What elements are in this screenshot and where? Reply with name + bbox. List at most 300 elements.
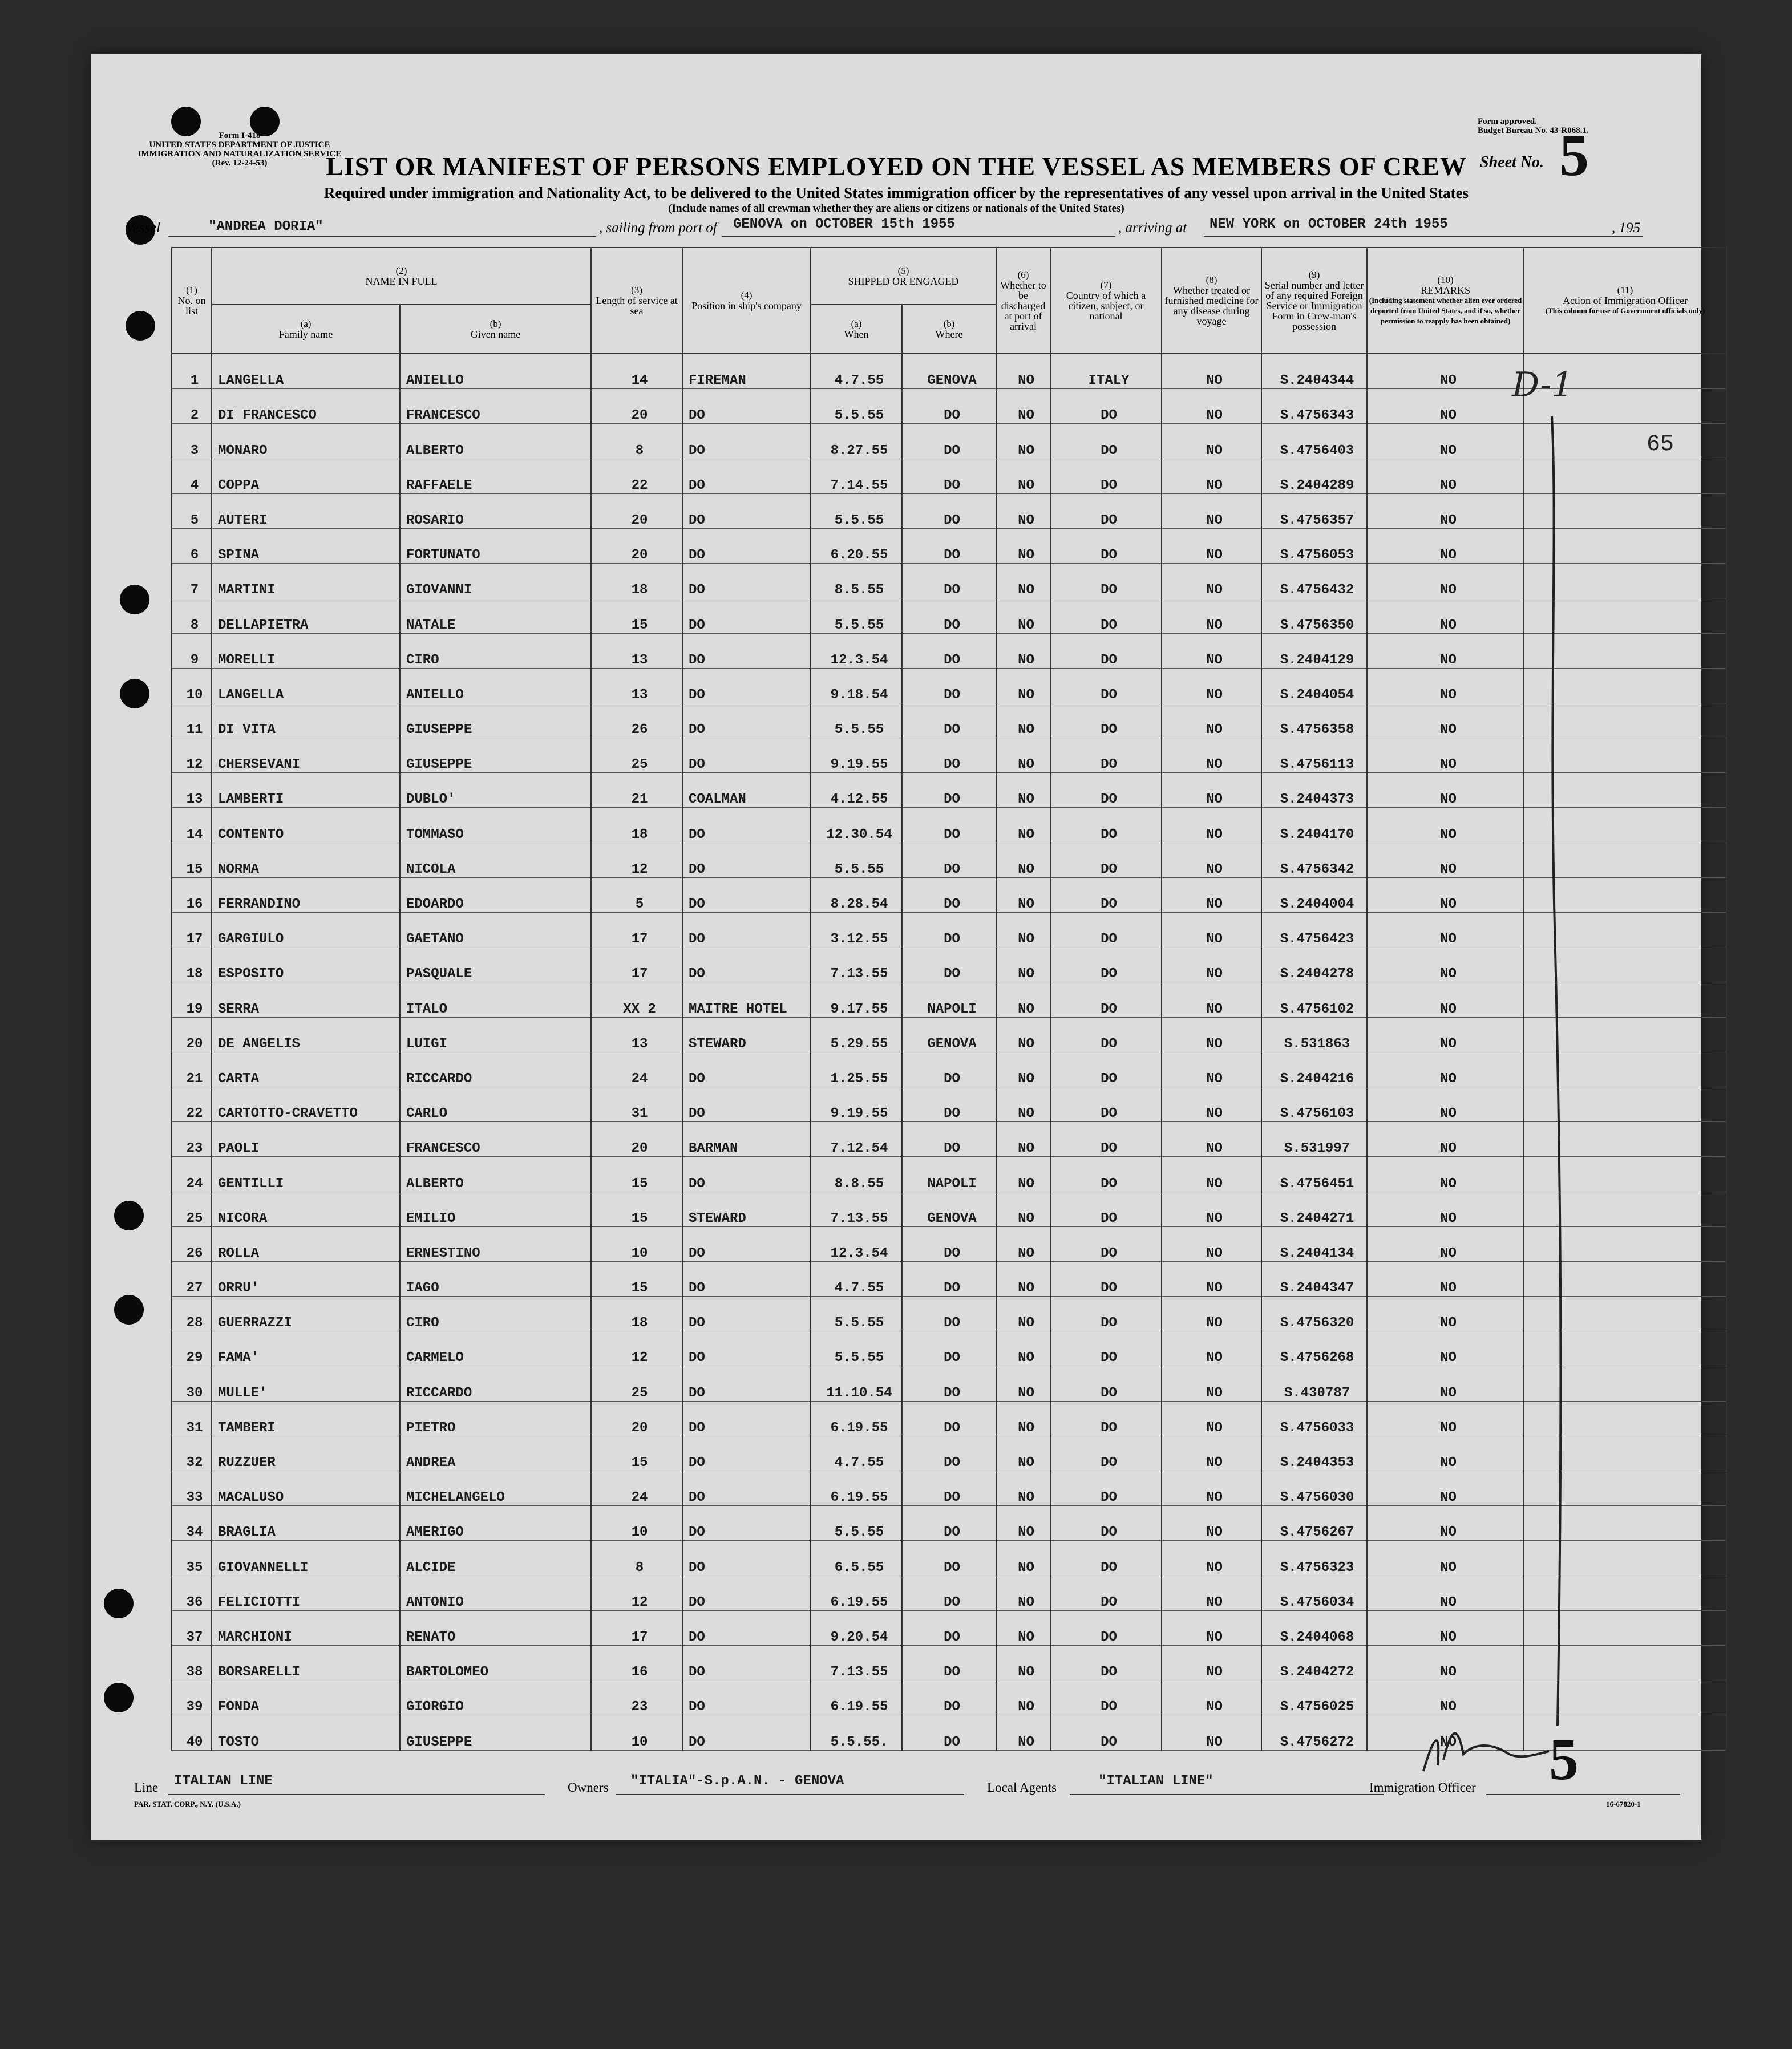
position-cell: DO — [682, 877, 811, 912]
table-row — [172, 1087, 1726, 1121]
position-cell: DO — [682, 1645, 811, 1680]
discharged-cell: NO — [996, 1157, 1050, 1192]
discharged-cell: NO — [996, 773, 1050, 808]
subtitle: Required under immigration and Nationality Act, to be delivered to the United States immigration officer by the representatives of any vessel upon arrival in the United States — [323, 184, 1469, 201]
position-cell: DO — [682, 913, 811, 947]
row-number-cell: 8 — [172, 598, 212, 633]
service-length-cell: 18 — [591, 808, 682, 843]
service-length-cell: 26 — [591, 703, 682, 738]
discharged-cell: NO — [996, 947, 1050, 982]
col-treated-header: (8) Whether treated or furnished medicine for any disease during voyage — [1162, 248, 1261, 354]
service-length-cell: 12 — [591, 843, 682, 877]
shipped-where-cell: DO — [902, 877, 996, 912]
position-cell: DO — [682, 1087, 811, 1121]
position-cell: DO — [682, 1471, 811, 1506]
serial-number-cell: S.4756403 — [1261, 424, 1367, 459]
remarks-cell: NO — [1367, 1226, 1524, 1261]
remarks-cell: NO — [1367, 1122, 1524, 1157]
table-row — [172, 668, 1726, 703]
given-name-cell: IAGO — [400, 1261, 591, 1296]
remarks-cell: NO — [1367, 668, 1524, 703]
treated-cell: NO — [1162, 773, 1261, 808]
remarks-cell: NO — [1367, 1715, 1524, 1750]
family-name-cell: BORSARELLI — [212, 1645, 400, 1680]
family-name-cell: FAMA' — [212, 1331, 400, 1366]
treated-cell: NO — [1162, 598, 1261, 633]
shipped-when-cell: 5.5.55 — [811, 389, 902, 424]
country-cell: DO — [1050, 1576, 1162, 1610]
shipped-where-cell: DO — [902, 1645, 996, 1680]
row-number-cell: 39 — [172, 1680, 212, 1715]
table-row — [172, 738, 1726, 773]
family-name-cell: LANGELLA — [212, 354, 400, 389]
serial-number-cell: S.4756030 — [1261, 1471, 1367, 1506]
shipped-when-cell: 11.10.54 — [811, 1366, 902, 1401]
remarks-cell: NO — [1367, 738, 1524, 773]
family-name-cell: FONDA — [212, 1680, 400, 1715]
discharged-cell: NO — [996, 1436, 1050, 1471]
family-name-cell: GIOVANNELLI — [212, 1541, 400, 1576]
service-length-cell: 16 — [591, 1645, 682, 1680]
serial-number-cell: S.4756272 — [1261, 1715, 1367, 1750]
table-row — [172, 564, 1726, 598]
table-row — [172, 459, 1726, 493]
serial-number-cell: S.2404347 — [1261, 1261, 1367, 1296]
treated-cell: NO — [1162, 1192, 1261, 1226]
discharged-cell: NO — [996, 1331, 1050, 1366]
treated-cell: NO — [1162, 424, 1261, 459]
page-title: LIST OR MANIFEST OF PERSONS EMPLOYED ON THE VESSEL AS MEMBERS OF CREW — [326, 152, 1467, 181]
shipped-when-cell: 6.19.55 — [811, 1576, 902, 1610]
given-name-cell: NICOLA — [400, 843, 591, 877]
country-cell: DO — [1050, 703, 1162, 738]
shipped-when-cell: 9.19.55 — [811, 1087, 902, 1121]
treated-cell: NO — [1162, 738, 1261, 773]
table-row — [172, 703, 1726, 738]
shipped-where-cell: DO — [902, 843, 996, 877]
serial-number-cell: S.4756423 — [1261, 913, 1367, 947]
country-cell: DO — [1050, 1506, 1162, 1541]
family-name-cell: MARCHIONI — [212, 1610, 400, 1645]
country-cell: DO — [1050, 1157, 1162, 1192]
serial-number-cell: S.4756432 — [1261, 564, 1367, 598]
position-cell: DO — [682, 808, 811, 843]
position-cell: DO — [682, 1610, 811, 1645]
remarks-cell: NO — [1367, 703, 1524, 738]
row-number-cell: 27 — [172, 1261, 212, 1296]
table-row — [172, 1471, 1726, 1506]
remarks-cell: NO — [1367, 982, 1524, 1017]
discharged-cell: NO — [996, 1401, 1050, 1436]
row-number-cell: 7 — [172, 564, 212, 598]
family-name-cell: ROLLA — [212, 1226, 400, 1261]
position-cell: DO — [682, 1436, 811, 1471]
given-name-cell: FRANCESCO — [400, 1122, 591, 1157]
position-cell: DO — [682, 1680, 811, 1715]
shipped-when-cell: 12.30.54 — [811, 808, 902, 843]
discharged-cell: NO — [996, 1192, 1050, 1226]
row-number-cell: 33 — [172, 1471, 212, 1506]
service-length-cell: 14 — [591, 354, 682, 389]
remarks-cell: NO — [1367, 1087, 1524, 1121]
family-name-cell: NORMA — [212, 843, 400, 877]
position-cell: DO — [682, 1226, 811, 1261]
shipped-where-cell: DO — [902, 1401, 996, 1436]
treated-cell: NO — [1162, 564, 1261, 598]
remarks-cell: NO — [1367, 1610, 1524, 1645]
service-length-cell: 5 — [591, 877, 682, 912]
position-cell: DO — [682, 564, 811, 598]
position-cell: DO — [682, 1541, 811, 1576]
remarks-cell: NO — [1367, 913, 1524, 947]
service-length-cell: 25 — [591, 1366, 682, 1401]
position-cell: BARMAN — [682, 1122, 811, 1157]
table-row — [172, 947, 1726, 982]
discharged-cell: NO — [996, 1226, 1050, 1261]
position-cell: DO — [682, 947, 811, 982]
service-length-cell: 8 — [591, 424, 682, 459]
remarks-cell: NO — [1367, 1052, 1524, 1087]
row-number-cell: 36 — [172, 1576, 212, 1610]
serial-number-cell: S.2404278 — [1261, 947, 1367, 982]
country-cell: DO — [1050, 528, 1162, 563]
row-number-cell: 5 — [172, 493, 212, 528]
family-name-cell: MARTINI — [212, 564, 400, 598]
country-cell: DO — [1050, 1471, 1162, 1506]
country-cell: DO — [1050, 913, 1162, 947]
family-name-cell: MONARO — [212, 424, 400, 459]
discharged-cell: NO — [996, 1610, 1050, 1645]
given-name-cell: RICCARDO — [400, 1052, 591, 1087]
country-cell: DO — [1050, 1645, 1162, 1680]
shipped-where-cell: DO — [902, 773, 996, 808]
shipped-where-cell: DO — [902, 1610, 996, 1645]
serial-number-cell: S.4756343 — [1261, 389, 1367, 424]
service-length-cell: 22 — [591, 459, 682, 493]
shipped-where-cell: DO — [902, 528, 996, 563]
shipped-when-cell: 5.5.55 — [811, 1331, 902, 1366]
shipped-when-cell: 5.29.55 — [811, 1017, 902, 1052]
discharged-cell: NO — [996, 493, 1050, 528]
serial-number-cell: S.2404289 — [1261, 459, 1367, 493]
remarks-cell: NO — [1367, 843, 1524, 877]
approval-line: Form approved. — [1478, 117, 1537, 126]
shipped-when-cell: 8.8.55 — [811, 1157, 902, 1192]
shipped-when-cell: 8.27.55 — [811, 424, 902, 459]
country-cell: DO — [1050, 808, 1162, 843]
sailing-port-date: GENOVA on OCTOBER 15th 1955 — [733, 217, 955, 232]
row-number-cell: 31 — [172, 1401, 212, 1436]
remarks-cell: NO — [1367, 1017, 1524, 1052]
table-row — [172, 493, 1726, 528]
discharged-cell: NO — [996, 459, 1050, 493]
given-name-cell: ANDREA — [400, 1436, 591, 1471]
position-cell: DO — [682, 1331, 811, 1366]
treated-cell: NO — [1162, 808, 1261, 843]
col-country-header: (7) Country of which a citizen, subject, or national — [1050, 248, 1162, 354]
remarks-cell: NO — [1367, 1506, 1524, 1541]
treated-cell: NO — [1162, 1436, 1261, 1471]
service-length-cell: 18 — [591, 564, 682, 598]
country-cell: DO — [1050, 1017, 1162, 1052]
family-name-cell: RUZZUER — [212, 1436, 400, 1471]
line-label: Line — [134, 1780, 159, 1795]
row-number-cell: 13 — [172, 773, 212, 808]
service-length-cell: 12 — [591, 1331, 682, 1366]
punch-hole — [114, 1201, 144, 1230]
row-number-cell: 26 — [172, 1226, 212, 1261]
sailing-label: , sailing from port of — [599, 220, 717, 236]
service-length-cell: 13 — [591, 1017, 682, 1052]
shipped-where-cell: DO — [902, 459, 996, 493]
discharged-cell: NO — [996, 424, 1050, 459]
country-cell: DO — [1050, 843, 1162, 877]
given-name-cell: LUIGI — [400, 1017, 591, 1052]
table-row — [172, 1157, 1726, 1192]
row-number-cell: 1 — [172, 354, 212, 389]
position-cell: DO — [682, 668, 811, 703]
given-name-cell: ANTONIO — [400, 1576, 591, 1610]
treated-cell: NO — [1162, 389, 1261, 424]
given-name-cell: NATALE — [400, 598, 591, 633]
serial-number-cell: S.4756357 — [1261, 493, 1367, 528]
revision-date: (Rev. 12-24-53) — [212, 159, 268, 168]
family-name-cell: MULLE' — [212, 1366, 400, 1401]
margin-number: 65 — [1647, 432, 1674, 457]
country-cell: DO — [1050, 598, 1162, 633]
given-name-cell: PASQUALE — [400, 947, 591, 982]
position-cell: DO — [682, 1261, 811, 1296]
shipped-where-cell: DO — [902, 633, 996, 668]
country-cell: DO — [1050, 1610, 1162, 1645]
shipped-when-cell: 6.19.55 — [811, 1680, 902, 1715]
family-name-cell: LAMBERTI — [212, 773, 400, 808]
remarks-cell: NO — [1367, 1680, 1524, 1715]
given-name-cell: EMILIO — [400, 1192, 591, 1226]
given-name-cell: ERNESTINO — [400, 1226, 591, 1261]
country-cell: DO — [1050, 1541, 1162, 1576]
shipped-when-cell: 7.13.55 — [811, 947, 902, 982]
remarks-cell: NO — [1367, 598, 1524, 633]
action-bracket-line — [1540, 414, 1586, 1783]
country-cell: DO — [1050, 982, 1162, 1017]
country-cell: DO — [1050, 947, 1162, 982]
bottom-stamp: 5 — [1549, 1727, 1579, 1792]
country-cell: DO — [1050, 633, 1162, 668]
arrival-port-date: NEW YORK on OCTOBER 24th 1955 — [1210, 217, 1448, 232]
family-name-cell: DI VITA — [212, 703, 400, 738]
row-number-cell: 20 — [172, 1017, 212, 1052]
country-cell: DO — [1050, 1261, 1162, 1296]
shipped-when-cell: 9.17.55 — [811, 982, 902, 1017]
position-cell: DO — [682, 1052, 811, 1087]
row-number-cell: 37 — [172, 1610, 212, 1645]
serial-number-cell: S.2404216 — [1261, 1052, 1367, 1087]
shipped-when-cell: 5.5.55 — [811, 1297, 902, 1331]
vessel-line — [126, 216, 1666, 242]
col-action-header: (11) Action of Immigration Officer (This column for use of Government officials only) — [1524, 248, 1726, 354]
treated-cell: NO — [1162, 1331, 1261, 1366]
given-name-cell: GAETANO — [400, 913, 591, 947]
vessel-name: "ANDREA DORIA" — [208, 219, 323, 234]
table-row — [172, 913, 1726, 947]
shipped-when-cell: 1.25.55 — [811, 1052, 902, 1087]
family-name-cell: GUERRAZZI — [212, 1297, 400, 1331]
shipped-when-cell: 12.3.54 — [811, 633, 902, 668]
table-row — [172, 1192, 1726, 1226]
shipped-where-cell: GENOVA — [902, 1192, 996, 1226]
treated-cell: NO — [1162, 1541, 1261, 1576]
given-name-cell: AMERIGO — [400, 1506, 591, 1541]
family-name-cell: CHERSEVANI — [212, 738, 400, 773]
given-name-cell: RAFFAELE — [400, 459, 591, 493]
col-number-header: (1) No. on list — [172, 248, 212, 354]
subnote: (Include names of all crewman whether they are aliens or citizens or nationals of the United States) — [668, 203, 1124, 214]
form-code: 16-67820-1 — [1606, 1800, 1641, 1808]
service-length-cell: 24 — [591, 1471, 682, 1506]
shipped-when-cell: 5.5.55 — [811, 1506, 902, 1541]
treated-cell: NO — [1162, 1297, 1261, 1331]
service-length-cell: 17 — [591, 1610, 682, 1645]
shipped-where-cell: DO — [902, 1122, 996, 1157]
family-name-cell: SERRA — [212, 982, 400, 1017]
treated-cell: NO — [1162, 1122, 1261, 1157]
sheet-label: Sheet No. — [1480, 153, 1544, 171]
table-row — [172, 354, 1726, 389]
remarks-cell: NO — [1367, 1366, 1524, 1401]
shipped-where-cell: DO — [902, 1366, 996, 1401]
country-cell: DO — [1050, 773, 1162, 808]
country-cell: DO — [1050, 389, 1162, 424]
shipped-where-cell: GENOVA — [902, 354, 996, 389]
serial-number-cell: S.2404272 — [1261, 1645, 1367, 1680]
country-cell: DO — [1050, 877, 1162, 912]
shipped-when-cell: 4.7.55 — [811, 354, 902, 389]
remarks-cell: NO — [1367, 1645, 1524, 1680]
table-row — [172, 1226, 1726, 1261]
table-row — [172, 1680, 1726, 1715]
shipped-where-cell: DO — [902, 913, 996, 947]
service-length-cell: 12 — [591, 1576, 682, 1610]
remarks-cell: NO — [1367, 1541, 1524, 1576]
serial-number-cell: S.2404271 — [1261, 1192, 1367, 1226]
shipped-when-cell: 6.20.55 — [811, 528, 902, 563]
row-number-cell: 4 — [172, 459, 212, 493]
serial-number-cell: S.4756323 — [1261, 1541, 1367, 1576]
discharged-cell: NO — [996, 668, 1050, 703]
position-cell: STEWARD — [682, 1192, 811, 1226]
table-row — [172, 1436, 1726, 1471]
treated-cell: NO — [1162, 877, 1261, 912]
col-position-header: (4) Position in ship's company — [682, 248, 811, 354]
treated-cell: NO — [1162, 1401, 1261, 1436]
serial-number-cell: S.2404068 — [1261, 1610, 1367, 1645]
row-number-cell: 6 — [172, 528, 212, 563]
country-cell: DO — [1050, 564, 1162, 598]
table-row — [172, 843, 1726, 877]
row-number-cell: 34 — [172, 1506, 212, 1541]
agents-value: "ITALIAN LINE" — [1098, 1773, 1213, 1789]
position-cell: FIREMAN — [682, 354, 811, 389]
discharged-cell: NO — [996, 528, 1050, 563]
shipped-when-cell: 5.5.55 — [811, 493, 902, 528]
serial-number-cell: S.4756025 — [1261, 1680, 1367, 1715]
shipped-where-cell: DO — [902, 493, 996, 528]
form-number: Form I-418 — [219, 131, 261, 140]
col-family-header: (a) Family name — [212, 305, 400, 354]
serial-number-cell: S.4756451 — [1261, 1157, 1367, 1192]
discharged-cell: NO — [996, 703, 1050, 738]
arriving-label: , arriving at — [1118, 220, 1187, 236]
position-cell: DO — [682, 633, 811, 668]
service-length-cell: 24 — [591, 1052, 682, 1087]
row-number-cell: 29 — [172, 1331, 212, 1366]
shipped-when-cell: 6.5.55 — [811, 1541, 902, 1576]
shipped-where-cell: DO — [902, 668, 996, 703]
family-name-cell: MORELLI — [212, 633, 400, 668]
position-cell: DO — [682, 1715, 811, 1750]
row-number-cell: 2 — [172, 389, 212, 424]
shipped-where-cell: DO — [902, 1715, 996, 1750]
remarks-cell: NO — [1367, 1157, 1524, 1192]
given-name-cell: FRANCESCO — [400, 389, 591, 424]
service-length-cell: 17 — [591, 947, 682, 982]
service-length-cell: 20 — [591, 1401, 682, 1436]
country-cell: ITALY — [1050, 354, 1162, 389]
family-name-cell: ESPOSITO — [212, 947, 400, 982]
remarks-cell: NO — [1367, 1576, 1524, 1610]
shipped-where-cell: DO — [902, 1297, 996, 1331]
shipped-where-cell: DO — [902, 1471, 996, 1506]
treated-cell: NO — [1162, 633, 1261, 668]
table-row — [172, 877, 1726, 912]
shipped-when-cell: 4.12.55 — [811, 773, 902, 808]
shipped-when-cell: 7.12.54 — [811, 1122, 902, 1157]
serial-number-cell: S.2404353 — [1261, 1436, 1367, 1471]
remarks-cell: NO — [1367, 1471, 1524, 1506]
family-name-cell: NICORA — [212, 1192, 400, 1226]
country-cell: DO — [1050, 1366, 1162, 1401]
service-name: IMMIGRATION AND NATURALIZATION SERVICE — [137, 149, 342, 159]
discharged-cell: NO — [996, 1645, 1050, 1680]
service-length-cell: 23 — [591, 1680, 682, 1715]
discharged-cell: NO — [996, 1680, 1050, 1715]
treated-cell: NO — [1162, 1087, 1261, 1121]
col-discharged-header: (6) Whether to be discharged at port of arrival — [996, 248, 1050, 354]
service-length-cell: 20 — [591, 493, 682, 528]
position-cell: DO — [682, 1506, 811, 1541]
punch-hole — [120, 679, 149, 708]
table-row — [172, 1052, 1726, 1087]
shipped-when-cell: 9.18.54 — [811, 668, 902, 703]
shipped-where-cell: DO — [902, 1087, 996, 1121]
col-remarks-header: (10) REMARKS (Including statement whether alien ever ordered deported from United States, and if so, whether permission to reapply has been obtained) — [1367, 248, 1524, 354]
given-name-cell: GIUSEPPE — [400, 1715, 591, 1750]
position-cell: DO — [682, 1366, 811, 1401]
row-number-cell: 23 — [172, 1122, 212, 1157]
serial-number-cell: S.531863 — [1261, 1017, 1367, 1052]
position-cell: DO — [682, 738, 811, 773]
service-length-cell: XX 2 — [591, 982, 682, 1017]
shipped-where-cell: GENOVA — [902, 1017, 996, 1052]
shipped-where-cell: DO — [902, 1436, 996, 1471]
given-name-cell: ITALO — [400, 982, 591, 1017]
discharged-cell: NO — [996, 738, 1050, 773]
remarks-cell: NO — [1367, 1401, 1524, 1436]
table-row — [172, 528, 1726, 563]
treated-cell: NO — [1162, 913, 1261, 947]
col-where-header: (b) Where — [902, 305, 996, 354]
